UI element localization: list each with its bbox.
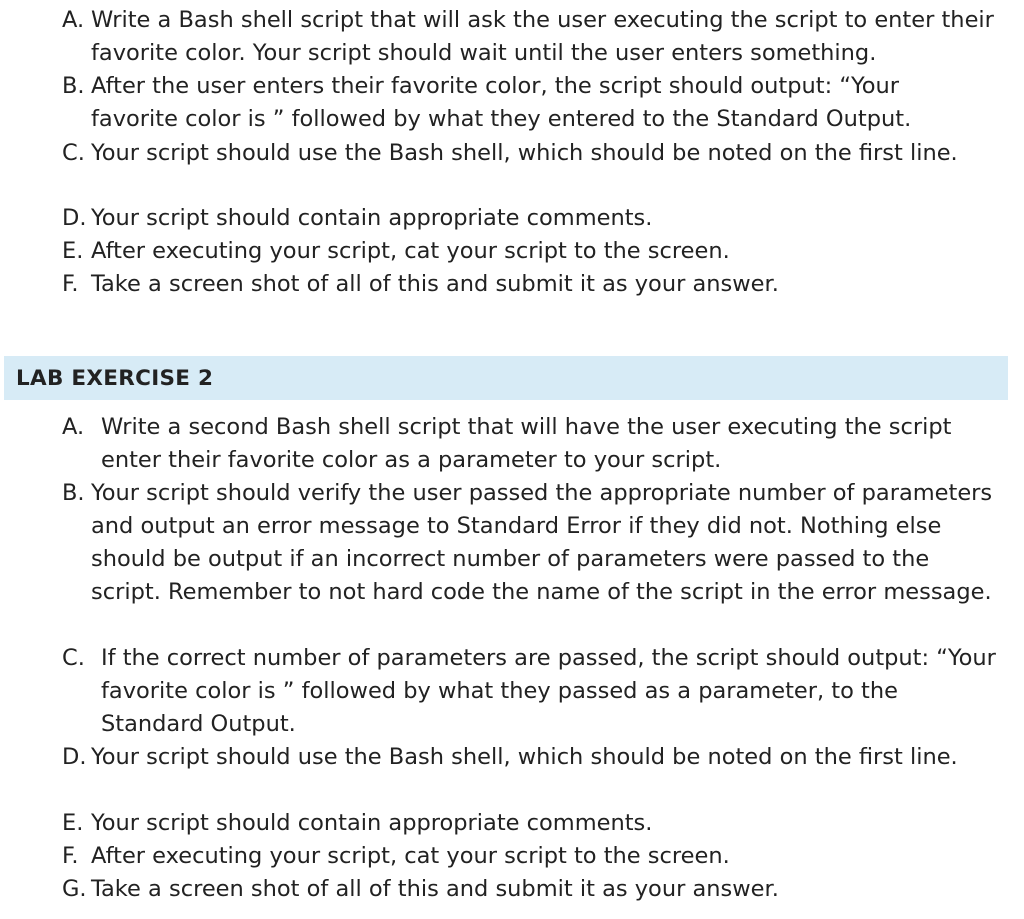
- list-item: [62, 70, 987, 136]
- list-item-text: After the user enters their favorite color, the script should output: “Your favorite color is ” followed by what they entered to the Standard Output.: [91, 73, 912, 132]
- list-item: [62, 137, 972, 170]
- list-item-text: Your script should use the Bash shell, which should be noted on the first line.: [91, 140, 958, 166]
- list-marker: D.: [62, 205, 87, 231]
- list-item: [62, 268, 1012, 301]
- list-item-text: Your script should contain appropriate comments.: [91, 810, 653, 836]
- list-marker: F.: [62, 843, 79, 869]
- list-item-text: Write a Bash shell script that will ask the user executing the script to enter their favorite color. Your script should wait until the user enters something.: [91, 7, 994, 66]
- list-marker: C.: [62, 140, 85, 166]
- list-item-text: Take a screen shot of all of this and submit it as your answer.: [91, 271, 779, 297]
- list-marker: F.: [62, 271, 79, 297]
- list-item-text: After executing your script, cat your script to the screen.: [91, 238, 730, 264]
- list-item-text: Your script should use the Bash shell, which should be noted on the first line.: [91, 744, 958, 770]
- section-header-bar: [4, 356, 1008, 400]
- list-item-text: Write a second Bash shell script that will have the user executing the script enter their favorite color as a parameter to your script.: [101, 414, 952, 473]
- list-item: [62, 477, 997, 609]
- list-item-text: Your script should verify the user passed the appropriate number of parameters and output an error message to Standard Error if they did not. Nothing else should be output if an incorrect number of parameters were passed to the script. Remember to not hard code the name of the script in the error message.: [91, 480, 993, 605]
- list-item: [62, 873, 1012, 906]
- list-item: [62, 741, 972, 774]
- list-item: [62, 411, 1012, 477]
- list-item: [62, 807, 1012, 840]
- list-item: [62, 642, 997, 741]
- list-item-text: If the correct number of parameters are passed, the script should output: “Your favorite color is ” followed by what they passed as a parameter, to the Standard Output.: [101, 645, 996, 737]
- list-marker: E.: [62, 238, 84, 264]
- list-marker: D.: [62, 744, 87, 770]
- list-marker: A.: [62, 7, 85, 33]
- list-item-text: Take a screen shot of all of this and submit it as your answer.: [91, 876, 779, 902]
- list-marker: E.: [62, 810, 84, 836]
- list-item: [62, 840, 1012, 873]
- list-item: [62, 235, 1012, 268]
- list-item: [62, 4, 1002, 70]
- list-item-text: Your script should contain appropriate comments.: [91, 205, 653, 231]
- list-marker: G.: [62, 876, 87, 902]
- section-title: LAB EXERCISE 2: [16, 366, 214, 391]
- list-marker: B.: [62, 480, 85, 506]
- list-marker: B.: [62, 73, 85, 99]
- list-marker: C.: [62, 645, 85, 671]
- list-item-text: After executing your script, cat your script to the screen.: [91, 843, 730, 869]
- list-item: [62, 202, 1012, 235]
- list-marker: A.: [62, 414, 85, 440]
